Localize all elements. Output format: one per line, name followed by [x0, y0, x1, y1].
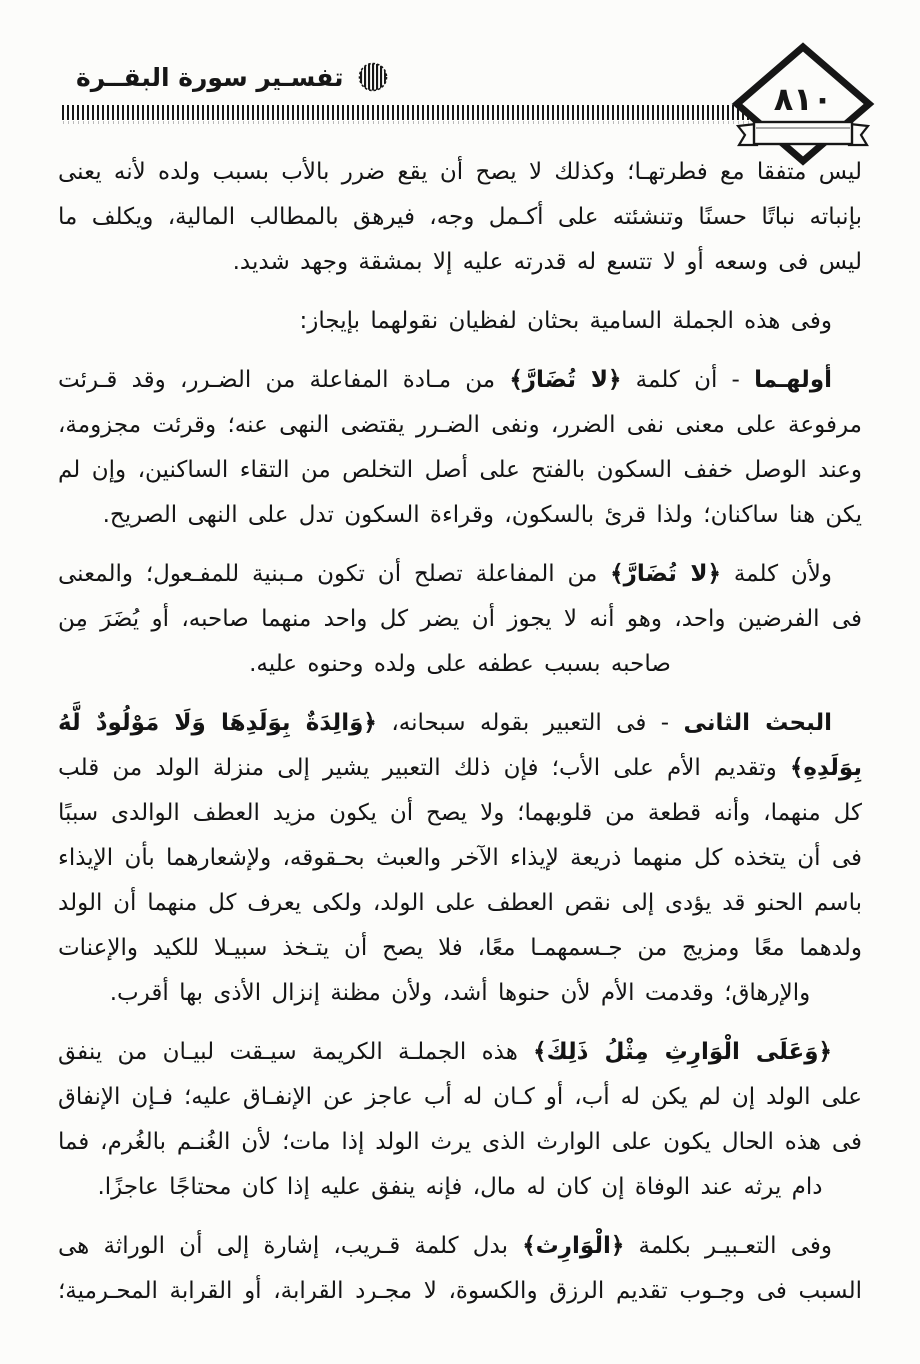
text-run: ليس متفقا مع فطرتهـا؛ وكذلك لا يصح أن يقع ضرر بالأب بسبب ولده لأنه يعنى بإنباته نباتًا حسنًا وتنشئته على أكـمل وجه، فيرهق بالمطالب المالية، ويكلف ما ليس فى وسعه أو لا تتسع له قدرته عليه إلا بمشقة وجهد شديد. — [58, 159, 862, 275]
text-run: هذه الجملـة الكريمة سيـقت لبيـان من ينفق على الولد إن لم يكن له أب، أو كـان له أب عاجز عن الإنفـاق عليه؛ فـإن الإنفاق فى هذه الحال يكون على الوارث الذى يرث الولد إذا مات؛ لأن الغُنـم بالغُرم، فما دام يرثه عند الوفاة إن كان له مال، فإنه ينفق عليه إذا كان محتاجًا عاجزًا. — [58, 1039, 862, 1200]
quran-quote: ﴿وَعَلَى الْوَارِثِ مِثْلُ ذَلِكَ﴾ — [533, 1039, 832, 1065]
text-run: من المفاعلة تصلح أن تكون مـبنية للمفـعول؛ والمعنى فى الفرضين واحد، وهو أنه لا يجوز أن يضر كل واحد منهما صاحبه، أو يُضَرَ مِن صاحبه بسبب عطفه على ولده وحنوه عليه. — [58, 561, 862, 677]
text-run: وفى التعـبيـر بكلمة — [624, 1233, 832, 1259]
text-run: وفى هذه الجملة السامية بحثان لفظيان نقولهما بإيجاز: — [299, 308, 832, 334]
body-text-column — [58, 150, 862, 1344]
quran-quote: ﴿وَالِدَةٌ بِوَلَدِهَا وَلَا مَوْلُودٌ لَّهُ بِوَلَدِهِ﴾ — [58, 710, 862, 781]
paragraph-4 — [58, 552, 862, 687]
paragraph-1 — [58, 150, 862, 285]
paragraph-3 — [58, 358, 862, 538]
text-run: ولأن كلمة — [720, 561, 833, 587]
quran-quote: ﴿الْوَارِث﴾ — [522, 1233, 625, 1259]
paragraph-5 — [58, 701, 862, 1016]
striped-rule — [62, 105, 764, 120]
quran-quote: ﴿لا تُضَارَّ﴾ — [610, 561, 721, 587]
paragraph-2 — [58, 299, 862, 344]
quran-quote: ﴿لا تُضَارَّ﴾ — [509, 367, 622, 393]
section-lead: البحث الثانى — [683, 710, 832, 736]
page-number: ٨١٠ — [773, 80, 833, 118]
paragraph-7 — [58, 1224, 862, 1314]
text-run: من مـادة المفاعلة من الضـرر، وقد قـرئت مرفوعة على معنى نفى الضرر، ونفى الضـرر يقتضى النهى عنه؛ وقرئت مجزومة، وعند الوصل خفف السكون بالفتح على أصل التخلص من التقاء الساكنين، وإن لم يكن هنا ساكنان؛ ولذا قرئ بالسكون، وقراءة السكون تدل على النهى الصريح. — [58, 367, 862, 528]
page-header — [76, 56, 390, 98]
text-run: بدل كلمة قـريب، إشارة إلى أن الوراثة هى السبب فى وجـوب تقديم الرزق والكسوة، لا مجـرد القرابة، أو القرابة المحـرمية؛ — [58, 1233, 862, 1304]
text-run: وتقديم الأم على الأب؛ فإن ذلك التعبير يشير إلى منزلة الولد من قلب كل منهما، وأنه قطعة من قلوبهما؛ ولا يصح أن يكون مزيد العطف الوالدى سببًا فى أن يتخذه كل منهما ذريعة لإيذاء الآخر والعبث بحـقوقه، ولإشعارهما بأن الإيذاء باسم الحنو قد يؤدى إلى نقص العطف على الولد، ولكى يعرف كل منهما أن الولد ولدهما معًا ومزيج من جـسمهمـا معًا، فلا يصح أن يتـخذ سبيـلا للكيد والإعنات والإرهاق؛ وقدمت الأم لأن حنوها أشد، ولأن مظنة إنزال الأذى بها أقرب. — [58, 755, 862, 1006]
hatched-circle-icon — [356, 60, 390, 94]
paragraph-6 — [58, 1030, 862, 1210]
book-title: تفسـير سورة البقــرة — [76, 62, 344, 92]
striped-rule-shadow — [62, 121, 764, 124]
section-lead: أولهـما — [754, 367, 832, 393]
text-run: - فى التعبير بقوله سبحانه، — [376, 710, 684, 736]
text-run: - أن كلمة — [621, 367, 755, 393]
